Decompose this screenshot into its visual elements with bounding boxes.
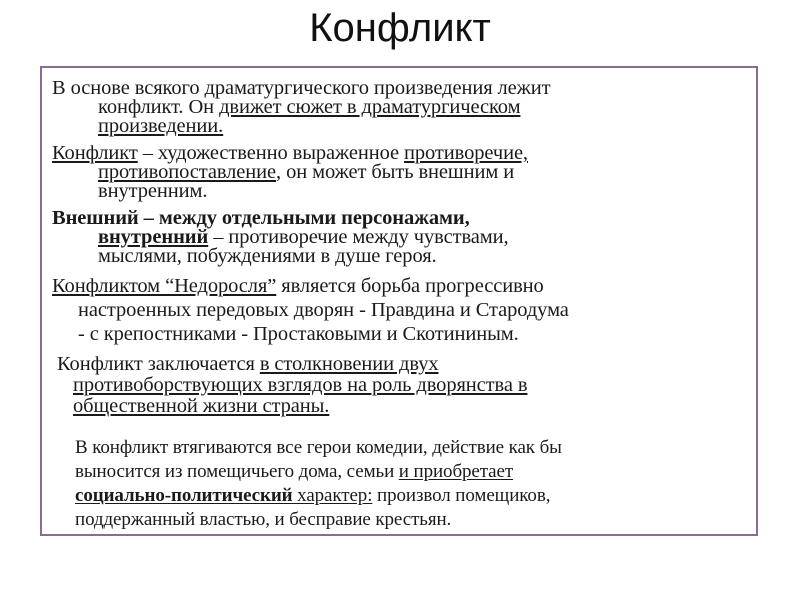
p6-line-4: поддержанный властью, и бесправие крестьян. — [75, 509, 452, 530]
p4-line-1-plain: является борьба прогрессивно — [276, 275, 544, 297]
p2-line-2-plain: , он может быть внешним и — [276, 161, 515, 183]
p6-line-3-bold: социально-политический — [75, 485, 293, 506]
p1-line-2-underlined: движет сюжет в драматургическом — [219, 96, 521, 118]
paragraph-5 — [57, 354, 527, 417]
p5-line-2: противоборствующих взглядов на роль дворянства в — [73, 374, 528, 396]
paragraph-2 — [52, 144, 528, 201]
p1-line-3: произведении. — [98, 115, 224, 137]
paragraph-6 — [75, 436, 562, 532]
p5-line-3: общественной жизни страны. — [73, 395, 330, 417]
p6-line-2 — [75, 460, 562, 484]
slide-title: Конфликт — [309, 6, 491, 50]
p4-line-1 — [52, 274, 569, 298]
p2-line-3: внутренним. — [98, 180, 208, 202]
p2-line-2-underlined: противопоставление — [98, 161, 277, 183]
p4-line-1-underlined: Конфликтом “Недоросля” — [52, 275, 277, 297]
p3-line-2-plain: – противоречие между чувствами, — [208, 226, 509, 248]
p1-line-2-plain: конфликт. Он — [98, 96, 220, 118]
p5-line-1 — [57, 354, 527, 375]
p6-line-2-underlined: и приобретает — [398, 461, 514, 482]
p4-line-3: - с крепостниками - Простаковыми и Скотининым. — [78, 323, 519, 345]
p5-line-1-underlined: в столкновении двух — [259, 353, 439, 375]
p2-line-1-underlined: противоречие, — [404, 142, 528, 164]
p2-line-1-plain: – художественно выраженное — [137, 142, 404, 164]
paragraph-3 — [52, 209, 509, 266]
p4-line-2: настроенных передовых дворян - Правдина и Стародума — [78, 299, 569, 321]
paragraph-1 — [52, 79, 550, 136]
p3-line-3: мыслями, побуждениями в душе героя. — [98, 245, 437, 267]
p6-line-2-plain: выносится из помещичьего дома, семьи — [75, 461, 399, 482]
p6-line-1: В конфликт втягиваются все герои комедии, действие как бы — [75, 437, 562, 458]
paragraph-4 — [52, 274, 569, 346]
p5-line-1-plain: Конфликт заключается — [57, 353, 260, 375]
p6-line-3 — [75, 484, 562, 508]
p3-line-1: Внешний – между отдельными персонажами, — [52, 207, 470, 229]
p2-term: Конфликт — [52, 142, 138, 164]
p3-line-2-bold: внутренний — [98, 226, 209, 248]
p6-line-3-plain: произвол помещиков, — [372, 485, 551, 506]
p1-line-1: В основе всякого драматургического произведения лежит — [52, 77, 551, 99]
p6-line-3-underlined: характер: — [292, 485, 373, 506]
